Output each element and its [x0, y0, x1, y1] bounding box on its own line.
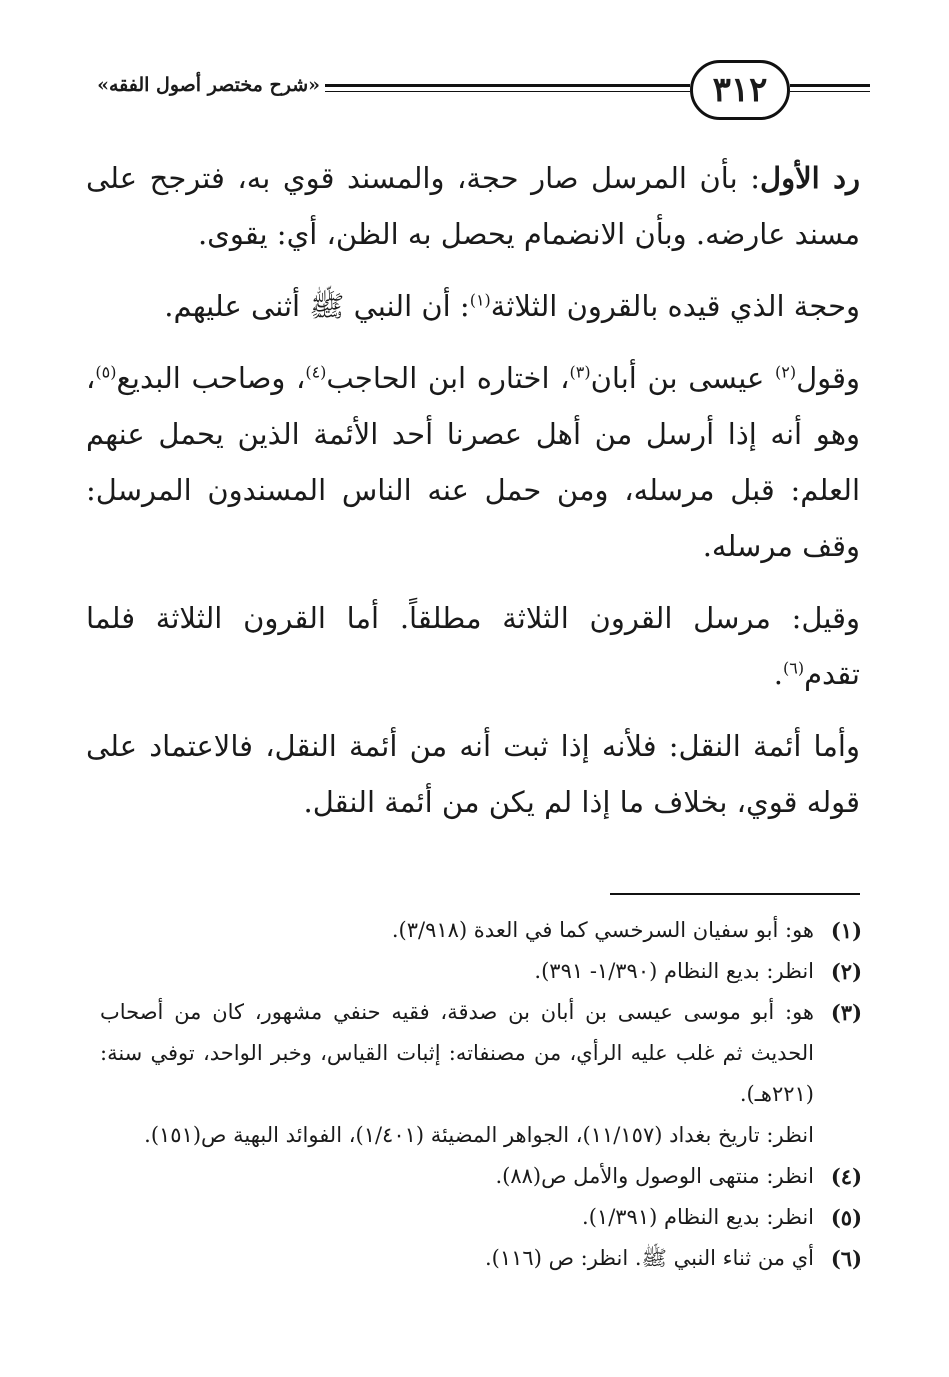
- footnote-text: انظر: بديع النظام (١/٣٩١).: [582, 1205, 814, 1229]
- footnote-text: انظر: بديع النظام (١/٣٩٠- ٣٩١).: [534, 959, 814, 983]
- header-rule: [790, 84, 870, 87]
- footnote: [100, 910, 862, 951]
- paragraph: [86, 590, 860, 702]
- footnote-text: هو: أبو سفيان السرخسي كما في العدة (٣/٩١٨).: [391, 918, 814, 942]
- paragraph-text: وقيل: مرسل القرون الثلاثة مطلقاً. أما القرون الثلاثة فلما تقدم: [86, 601, 860, 691]
- footnote-ref[interactable]: (٢): [774, 362, 797, 382]
- footnote: [100, 992, 862, 1115]
- paragraph: [86, 350, 860, 574]
- footnote: [100, 951, 862, 992]
- footnote-number: (٣): [830, 1000, 862, 1025]
- footnote-number: (٥): [830, 1205, 862, 1230]
- running-title: «شرح مختصر أصول الفقه»: [97, 74, 320, 96]
- footnote-ref[interactable]: (٦): [782, 658, 805, 678]
- header-rule: [325, 84, 690, 87]
- paragraph: [86, 718, 860, 830]
- footnote-number: (٤): [830, 1164, 862, 1189]
- paragraph-lead: رد الأول: [760, 161, 861, 195]
- footnote-continuation: انظر: تاريخ بغداد (١١/١٥٧)، الجواهر المضيئة (١/٤٠١)، الفوائد البهية ص(١٥١).: [144, 1123, 814, 1147]
- footnote-ref[interactable]: (١): [469, 290, 491, 310]
- footnote-text: أي من ثناء النبي ﷺ. انظر: ص (١١٦).: [484, 1246, 814, 1270]
- paragraph-text: ، وصاحب البديع: [116, 361, 306, 395]
- footnote-number: (٦): [830, 1246, 862, 1271]
- footnote: [100, 1197, 862, 1238]
- page-header: [80, 60, 870, 132]
- paragraph: [86, 278, 860, 334]
- footnote-number: (١): [830, 918, 862, 943]
- header-rule: [790, 91, 870, 92]
- header-rule: [325, 91, 690, 92]
- main-text: [86, 150, 860, 846]
- footnote-ref[interactable]: (٤): [305, 362, 327, 382]
- footnote-ref[interactable]: (٥): [95, 362, 117, 382]
- footnote-number: (٢): [830, 959, 862, 984]
- footnote-text: هو: أبو موسى عيسى بن أبان بن صدقة، فقيه حنفي مشهور، كان من أصحاب الحديث ثم غلب عليه الرأي، من مصنفاته: إثبات القياس، وخبر الواحد، توفي سنة: (٢٢١هـ).: [100, 1000, 814, 1106]
- paragraph-text: ، اختاره ابن الحاجب: [326, 361, 570, 395]
- page-number: ٣١٢: [690, 60, 790, 120]
- paragraph-text: عيسى بن أبان: [590, 361, 775, 395]
- paragraph: [86, 150, 860, 262]
- paragraph-text: .: [773, 657, 783, 691]
- footnote: [100, 1156, 862, 1197]
- footnote: [100, 1238, 862, 1279]
- paragraph-text: وأما أئمة النقل: فلأنه إذا ثبت أنه من أئمة النقل، فالاعتماد على قوله قوي، بخلاف ما إذا لم يكن من أئمة النقل.: [86, 729, 860, 819]
- footnote-separator: [610, 893, 860, 895]
- paragraph-text: ، وهو أنه إذا أرسل من أهل عصرنا أحد الأئمة الذين يحمل عنهم العلم: قبل مرسله، ومن حمل عنه الناس المسندون المرسل: وقف مرسله.: [86, 361, 860, 563]
- footnote-text: انظر: منتهى الوصول والأمل ص(٨٨).: [495, 1164, 814, 1188]
- paragraph-text: وحجة الذي قيده بالقرون الثلاثة: [490, 289, 860, 323]
- footnote-ref[interactable]: (٣): [569, 362, 591, 382]
- footnotes: [100, 910, 862, 1279]
- paragraph-text: وقول: [796, 361, 860, 395]
- paragraph-text: : أن النبي ﷺ أثنى عليهم.: [164, 289, 470, 323]
- paragraph-text: : بأن المرسل صار حجة، والمسند قوي به، فترجح على مسند عارضه. وبأن الانضمام يحصل به الظن، أي: يقوى.: [86, 161, 860, 251]
